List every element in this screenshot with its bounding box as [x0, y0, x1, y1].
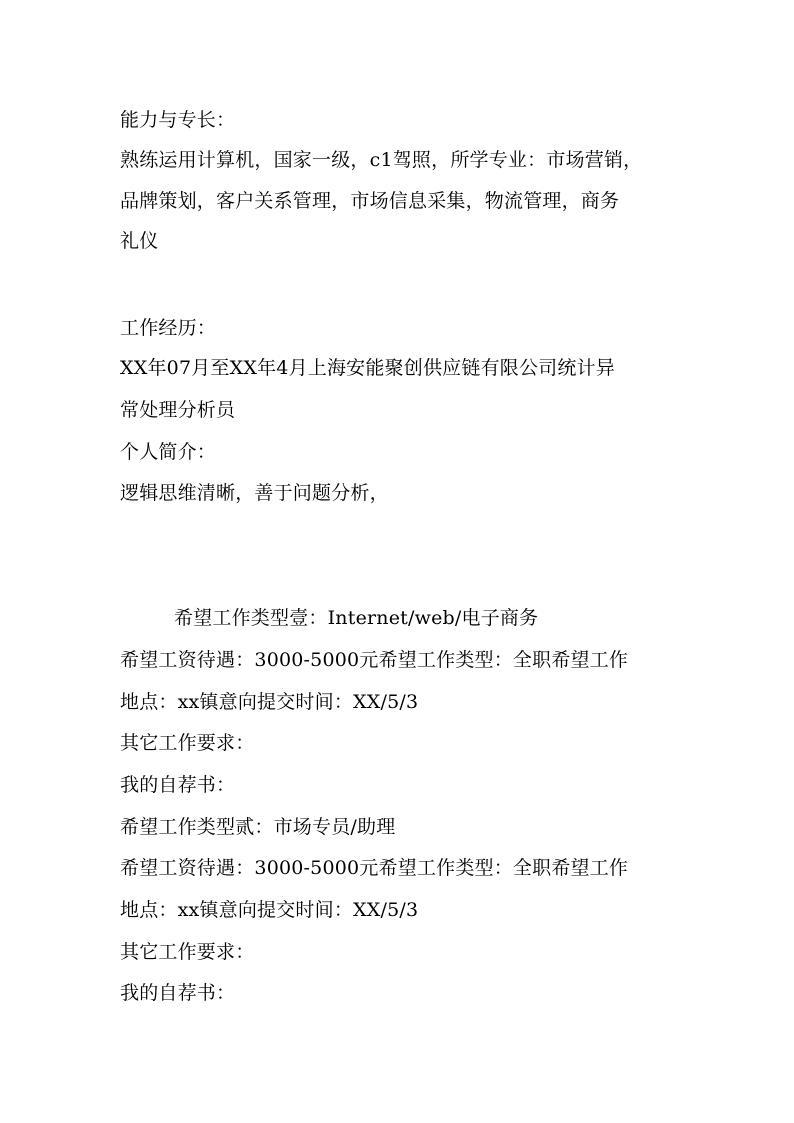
- experience-line: XX年07月至XX年4月上海安能聚创供应链有限公司统计异: [120, 357, 615, 379]
- job1-location-line: 地点：xx镇意向提交时间：XX/5/3: [120, 691, 419, 713]
- job2-salary-line: 希望工资待遇：3000-5000元希望工作类型：全职希望工作: [120, 857, 629, 879]
- job1-type: 希望工作类型壹：Internet/web/电子商务: [174, 607, 539, 629]
- job1-self-recommendation: 我的自荐书：: [120, 774, 236, 796]
- profile-text: 逻辑思维清晰，善于问题分析，: [120, 482, 389, 504]
- skills-line: 品牌策划，客户关系管理，市场信息采集，物流管理，商务: [120, 190, 620, 212]
- job1-other-requirements: 其它工作要求：: [120, 732, 255, 754]
- job2-other-requirements: 其它工作要求：: [120, 941, 255, 963]
- skills-heading: 能力与专长：: [120, 109, 236, 131]
- profile-heading: 个人简介：: [120, 441, 217, 463]
- skills-line: 熟练运用计算机，国家一级，c1驾照，所学专业：市场营销，: [120, 149, 643, 171]
- experience-line: 常处理分析员: [120, 399, 236, 421]
- skills-line: 礼仪: [120, 230, 159, 252]
- experience-heading: 工作经历：: [120, 317, 217, 339]
- job2-self-recommendation: 我的自荐书：: [120, 982, 236, 1004]
- job1-salary-line: 希望工资待遇：3000-5000元希望工作类型：全职希望工作: [120, 649, 629, 671]
- job2-type: 希望工作类型贰：市场专员/助理: [120, 816, 396, 838]
- job2-location-line: 地点：xx镇意向提交时间：XX/5/3: [120, 899, 419, 921]
